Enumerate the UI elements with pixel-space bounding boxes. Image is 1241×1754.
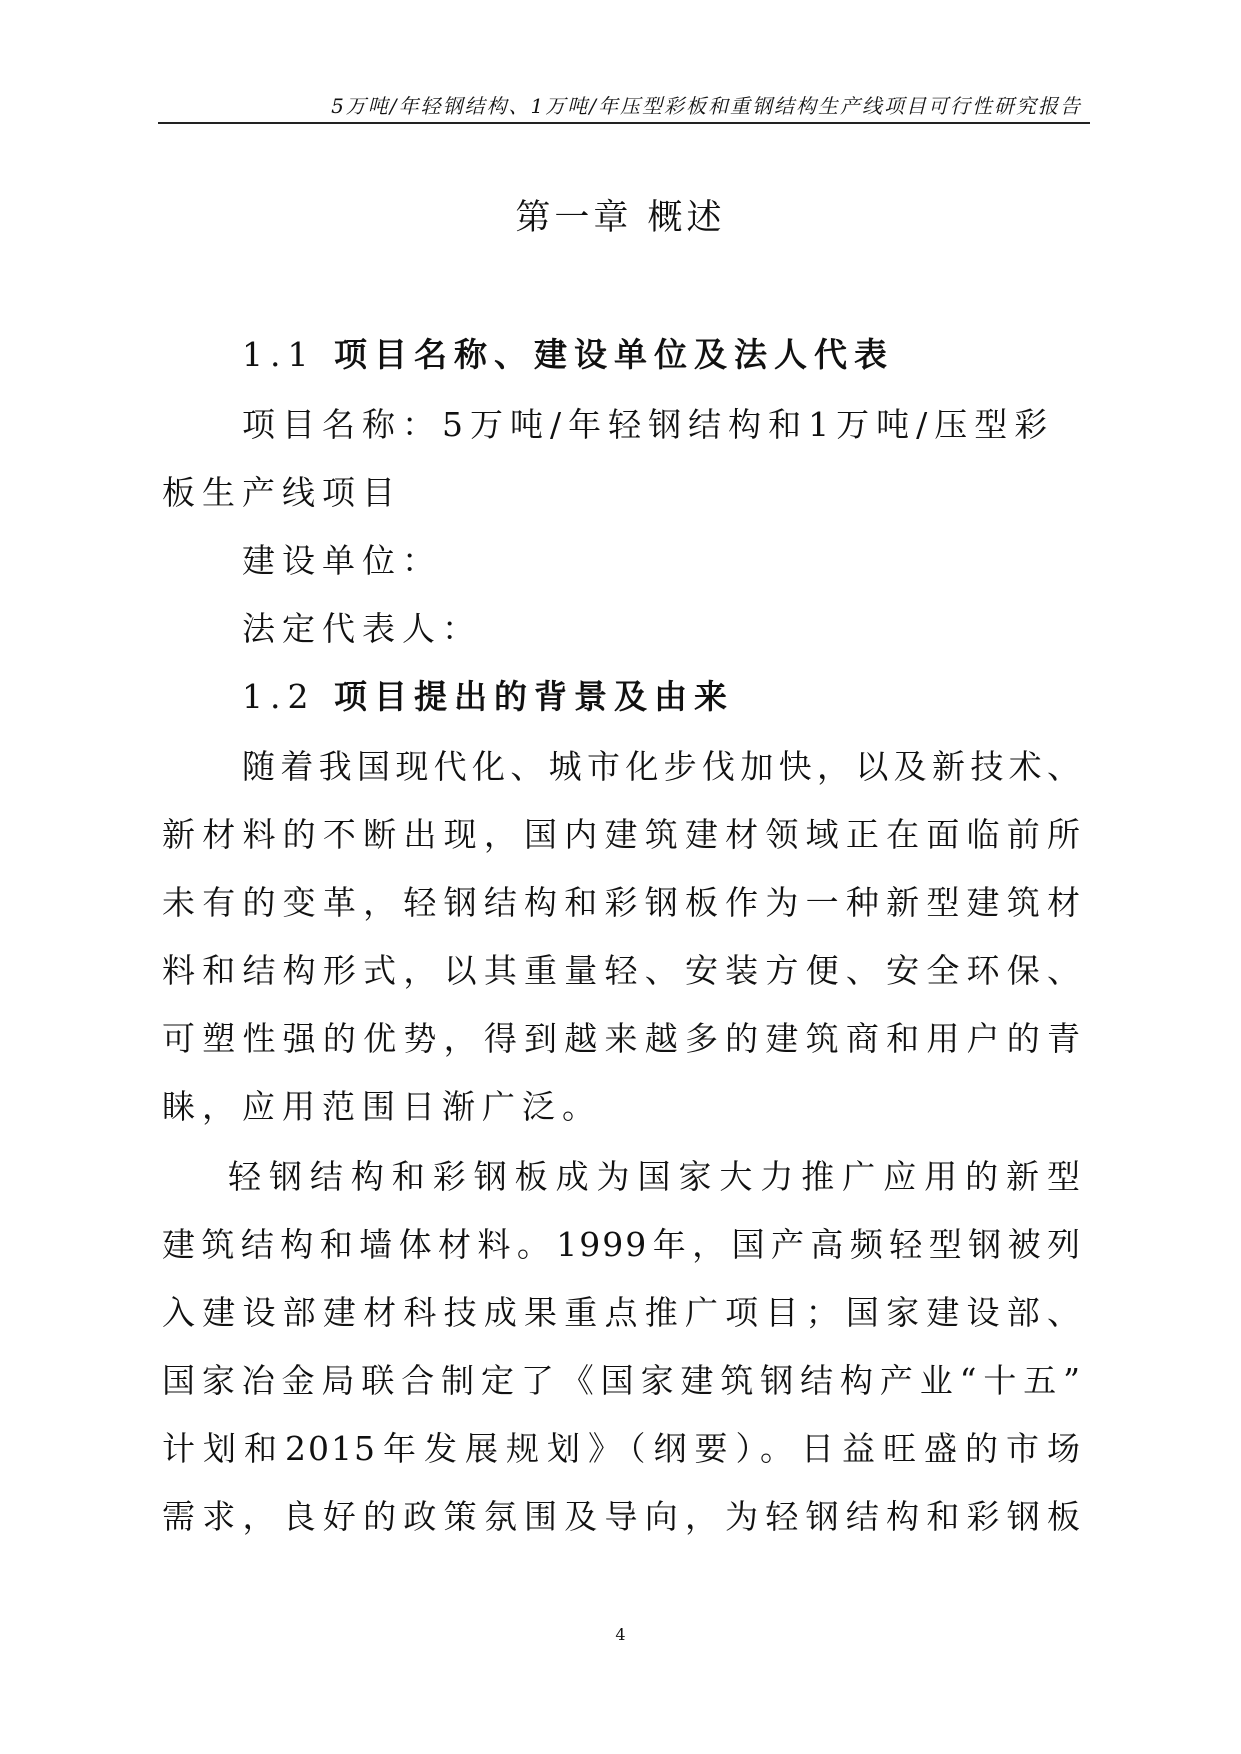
section-title: 项目名称、建设单位及法人代表 xyxy=(333,335,894,374)
paragraph-line: 入建设部建材科技成果重点推广项目；国家建设部、 xyxy=(162,1293,1082,1332)
section-title: 项目提出的背景及由来 xyxy=(333,677,734,716)
paragraph-line: 新材料的不断出现，国内建筑建材领域正在面临前所 xyxy=(162,815,1082,854)
section-heading-1-2 xyxy=(242,677,1082,717)
legal-rep-label: 法定代表人： xyxy=(242,609,482,648)
project-name-line-1: 项目名称：5万吨/年轻钢结构和1万吨/压型彩 xyxy=(242,405,1055,444)
section-heading-1-1 xyxy=(242,335,1082,375)
builder-label: 建设单位： xyxy=(242,541,442,580)
paragraph-line: 料和结构形式，以其重量轻、安装方便、安全环保、 xyxy=(162,951,1082,990)
paragraph-line: 未有的变革，轻钢结构和彩钢板作为一种新型建筑材 xyxy=(162,883,1082,922)
running-header-title: 5万吨/年轻钢结构、1万吨/年压型彩板和重钢结构生产线项目可行性研究报告 xyxy=(331,94,1082,118)
paragraph-line: 建筑结构和墙体材料。1999年，国产高频轻型钢被列 xyxy=(162,1225,1082,1264)
paragraph-line: 计划和2015年发展规划》（纲要）。日益旺盛的市场 xyxy=(162,1429,1082,1468)
paragraph-line: 随着我国现代化、城市化步伐加快，以及新技术、 xyxy=(242,747,1082,786)
paragraph-line: 需求，良好的政策氛围及导向，为轻钢结构和彩钢板 xyxy=(162,1497,1082,1536)
paragraph-line: 轻钢结构和彩钢板成为国家大力推广应用的新型 xyxy=(228,1157,1082,1196)
project-name-line-2: 板生产线项目 xyxy=(162,473,402,512)
section-number: 1.1 xyxy=(242,335,316,374)
chapter-title: 第一章 概述 xyxy=(515,198,726,238)
paragraph-line: 国家冶金局联合制定了《国家建筑钢结构产业“十五” xyxy=(162,1361,1082,1400)
section-number: 1.2 xyxy=(242,677,316,716)
running-header xyxy=(158,86,1090,124)
paragraph-line: 可塑性强的优势，得到越来越多的建筑商和用户的青 xyxy=(162,1019,1082,1058)
page-number: 4 xyxy=(615,1625,626,1644)
paragraph-line: 睐，应用范围日渐广泛。 xyxy=(162,1087,602,1126)
